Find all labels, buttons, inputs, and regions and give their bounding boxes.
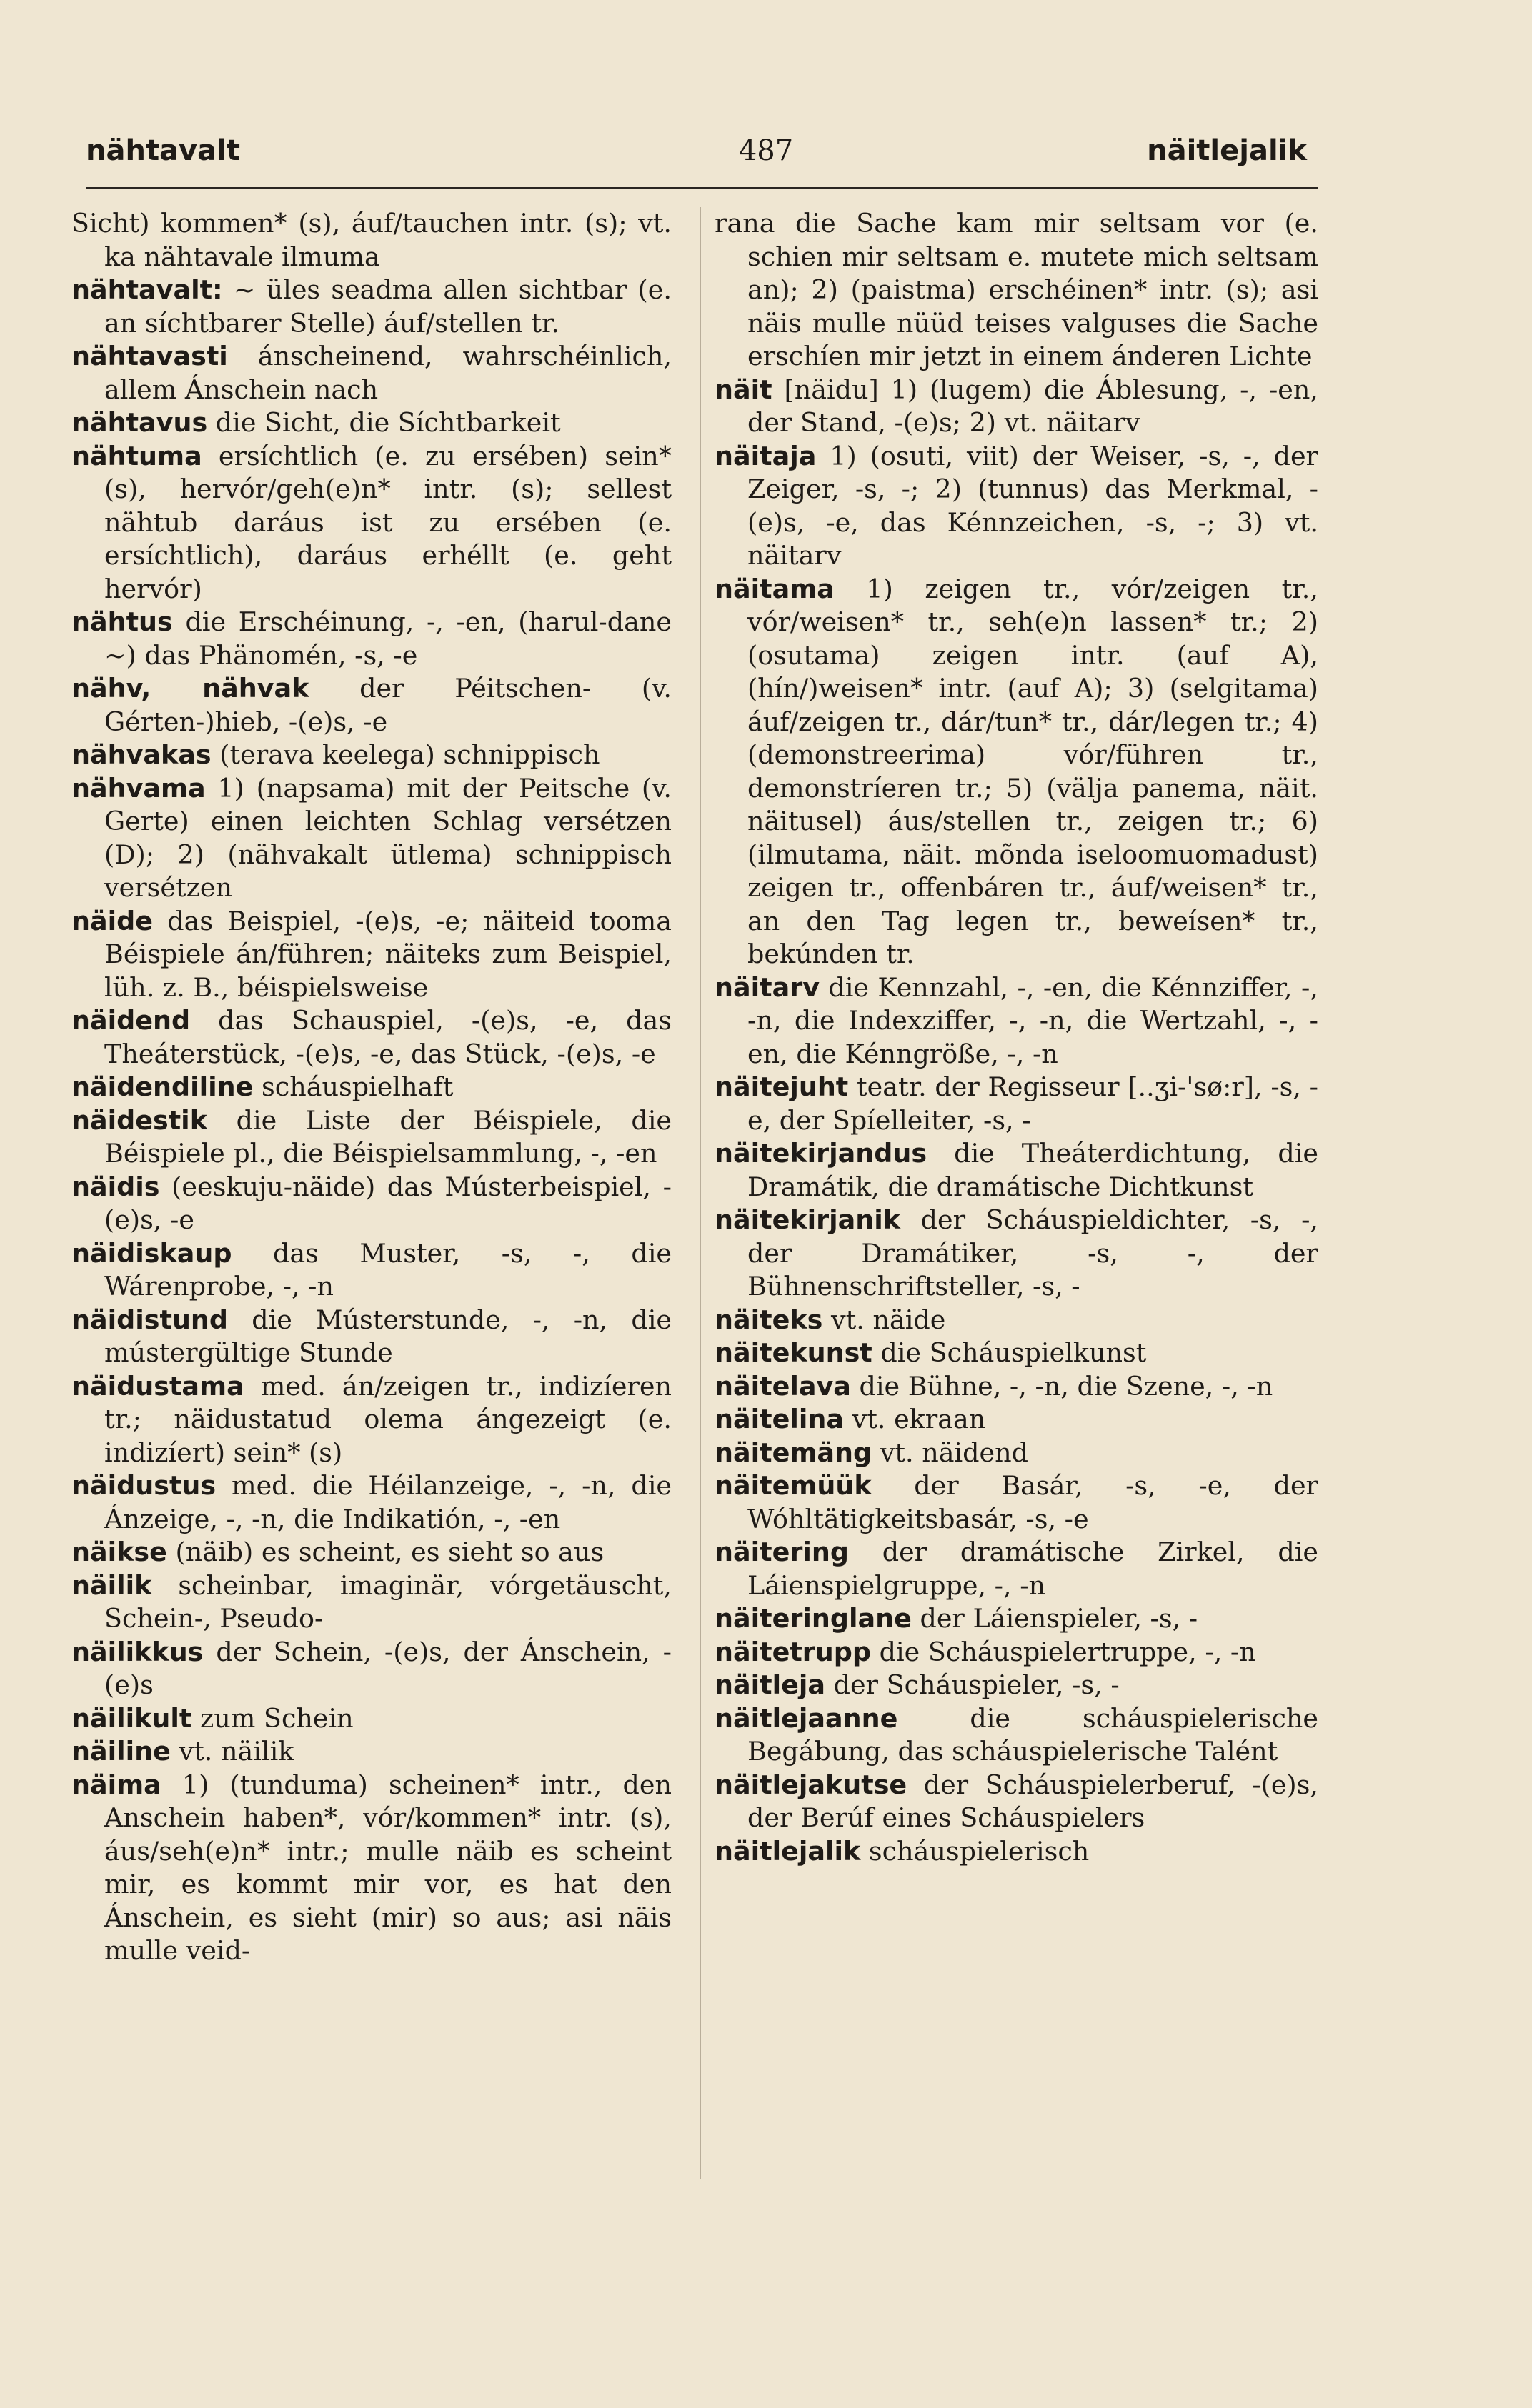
headword: näiline <box>71 1736 171 1767</box>
definition: das Muster, -s, -, die Wárenprobe, -, -n <box>104 1237 672 1302</box>
headword: näitekirjandus <box>715 1138 927 1169</box>
left-column <box>71 207 672 1968</box>
dictionary-entry <box>715 1137 1318 1204</box>
headword: näilikult <box>71 1702 192 1734</box>
headword: näitemüük <box>715 1470 872 1501</box>
dictionary-entry <box>71 1702 672 1736</box>
definition: teatr. der Regisseur [..ʒi-'sø:r], -s, -e, der Spíelleiter, -s, - <box>747 1071 1318 1136</box>
dictionary-entry <box>715 1403 1318 1437</box>
dictionary-entry <box>715 1469 1318 1536</box>
headword: näitekirjanik <box>715 1204 901 1235</box>
headword: näidestik <box>71 1104 207 1136</box>
headword: näidend <box>71 1005 191 1036</box>
definition: der Péitschen- (v. Gérten-)hieb, -(e)s, -e <box>104 673 672 737</box>
headword: näitleja <box>715 1669 825 1700</box>
headword: nähtavasti <box>71 341 228 371</box>
dictionary-entry <box>715 1304 1318 1337</box>
dictionary-entry <box>71 1304 672 1370</box>
dictionary-entry <box>71 1636 672 1702</box>
dictionary-entry <box>715 1702 1318 1769</box>
dictionary-entry <box>71 1569 672 1636</box>
headword: näitekunst <box>715 1337 872 1368</box>
dictionary-entry <box>715 207 1318 374</box>
definition: vt. näidend <box>880 1437 1028 1468</box>
definition: die Scháuspielertruppe, -, -n <box>879 1636 1256 1667</box>
dictionary-entry <box>71 1735 672 1769</box>
definition: ersíchtlich (e. zu ersében) sein* (s), hervór/geh(e)n* intr. (s); sellest nähtub daráus ist zu ersében (e. ersíchtlich), daráus erhéllt (e. geht hervór) <box>104 440 672 604</box>
definition: die Liste der Béispiele, die Béispiele pl., die Béispielsammlung, -, -en <box>104 1104 672 1169</box>
header-rule <box>86 187 1318 189</box>
definition: (näib) es scheint, es sieht so aus <box>175 1537 605 1567</box>
dictionary-entry <box>71 1004 672 1071</box>
headword: näitetrupp <box>715 1636 872 1667</box>
dictionary-entry <box>71 1071 672 1104</box>
dictionary-entry <box>715 573 1318 971</box>
dictionary-entry <box>71 739 672 772</box>
headword: nähtuma <box>71 440 202 471</box>
dictionary-entry <box>71 772 672 905</box>
definition: der Láienspieler, -s, - <box>920 1603 1198 1634</box>
definition: der Scháuspieldichter, -s, -, der Dramátiker, -s, -, der Bühnenschriftsteller, -s, - <box>747 1204 1318 1302</box>
definition: der Basár, -s, -e, der Wóhltätigkeitsbasár, -s, -e <box>747 1470 1318 1534</box>
definition: die Sicht, die Síchtbarkeit <box>215 407 561 438</box>
definition: die Bühne, -, -n, die Szene, -, -n <box>859 1370 1273 1402</box>
headword: näitlejalik <box>715 1835 861 1867</box>
definition: 1) zeigen tr., vór/zeigen tr., vór/weisen* tr., seh(e)n lassen* tr.; 2) (osutama) zeigen intr. (auf A), (hín/)weisen* intr. (auf A); 3) (selgitama) áuf/zeigen tr., dár/tun* tr., dár/legen tr.; 4) (demonstreerima) vór/führen tr., demonstríeren tr.; 5) (välja panema, näit. näitusel) áus/stellen tr., zeigen tr.; 6) (ilmutama, näit. mõnda iseloomuomadust) zeigen tr., offenbáren tr., áuf/weisen* tr., an den Tag legen tr., beweísen* tr., bekúnden tr. <box>747 573 1318 969</box>
dictionary-entry <box>715 1835 1318 1869</box>
headword: nähvakas <box>71 739 212 770</box>
dictionary-entry <box>71 406 672 440</box>
headword: näitejuht <box>715 1071 849 1102</box>
running-head-left: nähtavalt <box>86 134 240 167</box>
headword: näitelava <box>715 1370 851 1402</box>
headword: näitemäng <box>715 1437 872 1468</box>
definition: der Scháuspielerberuf, -(e)s, der Berúf eines Scháuspielers <box>747 1769 1318 1833</box>
page-number: 487 <box>738 134 794 167</box>
headword: näitama <box>715 573 835 604</box>
definition: [näidu] 1) (lugem) die Áblesung, -, -en, der Stand, -(e)s; 2) vt. näitarv <box>747 374 1318 438</box>
definition: med. án/zeigen tr., indizíeren tr.; näidustatud olema ángezeigt (e. indizíert) sein* (s) <box>104 1370 672 1468</box>
definition: das Beispiel, -(e)s, -e; näiteid tooma Béispiele án/führen; näiteks zum Beispiel, lüh. z. B., béispielsweise <box>104 905 672 1003</box>
definition: (terava keelega) schnippisch <box>219 739 600 770</box>
headword: näidendiline <box>71 1071 254 1102</box>
dictionary-entry <box>715 1337 1318 1370</box>
definition: vt. näide <box>830 1304 946 1335</box>
headword: näidustus <box>71 1470 217 1501</box>
definition: Sicht) kommen* (s), áuf/tauchen intr. (s); vt. ka nähtavale ilmuma <box>71 208 672 272</box>
dictionary-entry <box>715 1636 1318 1669</box>
dictionary-entry <box>71 1536 672 1569</box>
headword: näidis <box>71 1171 160 1202</box>
definition: vt. ekraan <box>852 1404 986 1434</box>
dictionary-entry <box>71 340 672 406</box>
definition: rana die Sache kam mir seltsam vor (e. schien mir seltsam e. mutete mich seltsam an); 2) (paistma) erschéinen* intr. (s); asi näis mulle nüüd teises valguses die Sache erschíen mir jetzt in einem ánderen Lichte <box>715 208 1318 371</box>
dictionary-entry <box>715 1437 1318 1470</box>
definition: med. die Héilanzeige, -, -n, die Ánzeige, -, -n, die Indikatión, -, -en <box>104 1470 672 1534</box>
dictionary-entry <box>71 1769 672 1968</box>
dictionary-entry <box>715 1204 1318 1304</box>
dictionary-entry <box>715 1536 1318 1602</box>
headword: näiteringlane <box>715 1603 912 1634</box>
dictionary-entry <box>71 1469 672 1536</box>
definition: die Theáterdichtung, die Dramátik, die dramátische Dichtkunst <box>747 1138 1318 1202</box>
dictionary-entry <box>715 971 1318 1071</box>
dictionary-entry <box>715 1669 1318 1702</box>
headword: näitering <box>715 1537 849 1567</box>
definition: die Erschéinung, -, -en, (harul-dane ~) das Phänomén, -s, -e <box>104 606 672 671</box>
definition: die Músterstunde, -, -n, die mústergültige Stunde <box>104 1304 672 1368</box>
right-column <box>715 207 1318 1868</box>
dictionary-entry <box>715 1370 1318 1404</box>
headword: näit <box>715 374 772 405</box>
definition: ~ üles seadma allen sichtbar (e. an síchtbarer Stelle) áuf/stellen tr. <box>104 274 672 339</box>
definition: der Schein, -(e)s, der Ánschein, -(e)s <box>104 1636 672 1700</box>
headword: näidustama <box>71 1370 244 1402</box>
definition: scháuspielerisch <box>868 1835 1090 1867</box>
headword: näidistund <box>71 1304 229 1335</box>
dictionary-entry <box>71 207 672 274</box>
definition: vt. näilik <box>179 1736 294 1767</box>
dictionary-entry <box>71 274 672 340</box>
dictionary-entry <box>715 440 1318 573</box>
definition: 1) (tunduma) scheinen* intr., den Anschein haben*, vór/kommen* intr. (s), áus/seh(e)n* intr.; mulle näib es scheint mir, es kommt mir vor, es hat den Ánschein, es sieht (mir) so aus; asi näis mulle veid- <box>104 1769 672 1966</box>
definition: das Schauspiel, -(e)s, -e, das Theáterstück, -(e)s, -e, das Stück, -(e)s, -e <box>104 1005 672 1069</box>
column-divider <box>700 207 701 2179</box>
dictionary-entry <box>71 672 672 739</box>
headword: nähv, nähvak <box>71 673 309 704</box>
headword: nähtus <box>71 606 173 637</box>
headword: nähtavalt: <box>71 274 223 305</box>
definition: zum Schein <box>199 1702 354 1734</box>
dictionary-entry <box>71 1171 672 1237</box>
definition: ánscheinend, wahrschéinlich, allem Ánschein nach <box>104 341 672 405</box>
definition: der dramátische Zirkel, die Láienspielgruppe, -, -n <box>747 1537 1318 1601</box>
definition: die scháuspielerische Begábung, das scháuspielerische Talént <box>747 1702 1318 1767</box>
dictionary-entry <box>715 1602 1318 1636</box>
dictionary-entry <box>71 606 672 672</box>
headword: näima <box>71 1769 161 1800</box>
definition: (eeskuju-näide) das Músterbeispiel, -(e)s, -e <box>104 1171 672 1235</box>
dictionary-entry <box>715 1769 1318 1835</box>
headword: näitelina <box>715 1404 844 1434</box>
headword: näide <box>71 905 154 936</box>
definition: 1) (napsama) mit der Peitsche (v. Gerte) einen leichten Schlag versétzen (D); 2) (nähvakalt ütlema) schnippisch versétzen <box>104 772 672 903</box>
headword: näitarv <box>715 971 820 1003</box>
headword: näitaja <box>715 440 817 471</box>
definition: der Scháuspieler, -s, - <box>833 1669 1120 1700</box>
headword: nähtavus <box>71 407 208 438</box>
definition: die Kennzahl, -, -en, die Kénnziffer, -, -n, die Indexziffer, -, -n, die Wertzahl, -, -en, die Kénngröße, -, -n <box>747 971 1318 1069</box>
definition: scháuspielhaft <box>262 1071 454 1102</box>
dictionary-entry <box>71 1370 672 1470</box>
headword: nähvama <box>71 772 206 804</box>
headword: näiteks <box>715 1304 823 1335</box>
running-head-right: näitlejalik <box>1147 134 1307 167</box>
headword: näitlejakutse <box>715 1769 907 1800</box>
headword: näikse <box>71 1537 167 1567</box>
dictionary-entry <box>71 1104 672 1171</box>
definition: scheinbar, imaginär, vórgetäuscht, Schein-, Pseudo- <box>104 1569 672 1634</box>
dictionary-entry <box>715 1071 1318 1137</box>
headword: näitlejaanne <box>715 1702 898 1734</box>
headword: näidiskaup <box>71 1237 232 1269</box>
dictionary-entry <box>71 1237 672 1304</box>
dictionary-entry <box>71 440 672 606</box>
definition: die Scháuspielkunst <box>880 1337 1147 1368</box>
definition: 1) (osuti, viit) der Weiser, -s, -, der Zeiger, -s, -; 2) (tunnus) das Merkmal, -(e)s, -e, das Kénnzeichen, -s, -; 3) vt. näitarv <box>747 440 1318 571</box>
headword: näilikkus <box>71 1636 204 1667</box>
dictionary-entry <box>715 374 1318 440</box>
dictionary-entry <box>71 905 672 1005</box>
headword: näilik <box>71 1569 152 1601</box>
